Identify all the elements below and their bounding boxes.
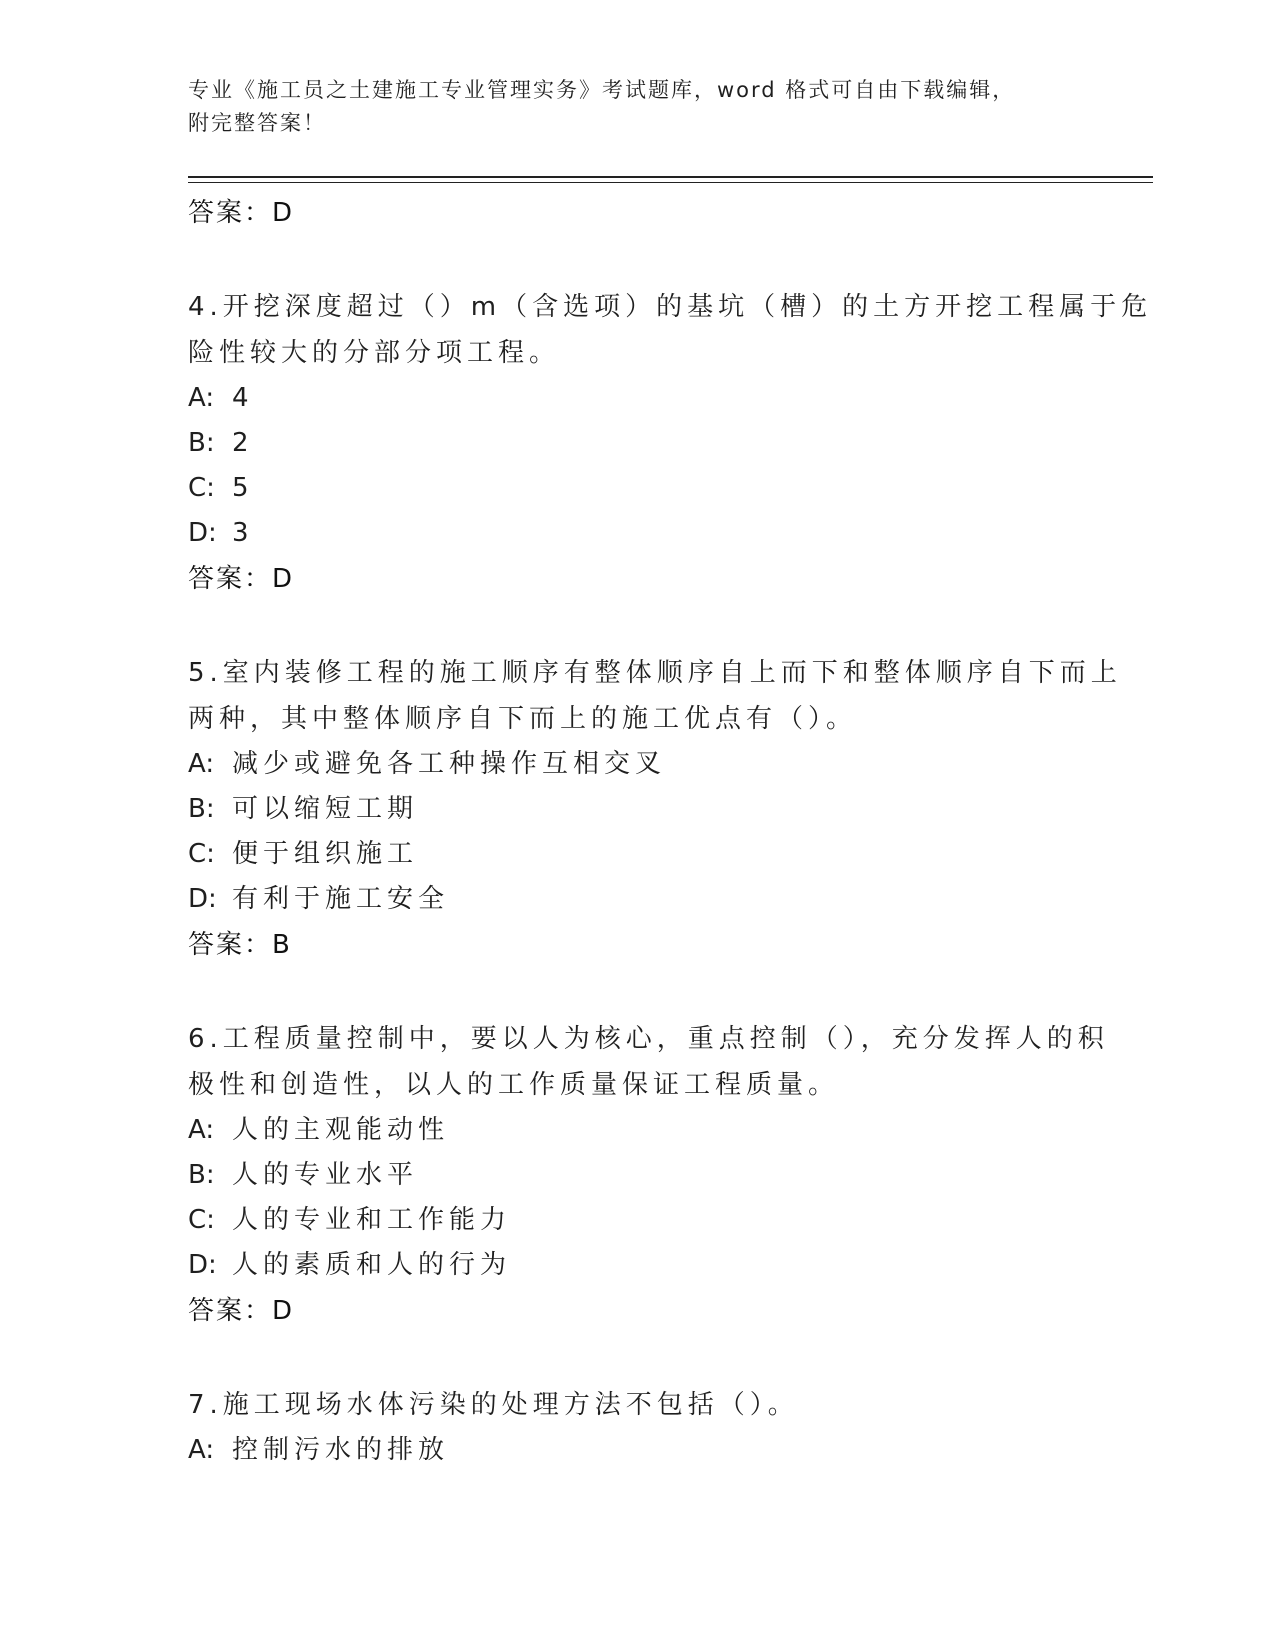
option-text: 4 [232, 383, 254, 413]
answer-line: 答案：B [188, 930, 292, 960]
option-text: 人的素质和人的行为 [232, 1250, 512, 1280]
option-text: 3 [232, 518, 254, 548]
option-a [188, 1428, 1108, 1473]
option-c [188, 1198, 1108, 1243]
question-item [188, 1016, 1108, 1334]
option-a [188, 742, 1108, 787]
question-text [188, 650, 1122, 742]
question-item [188, 284, 1153, 602]
header-line-2: 附完整答案！ [188, 111, 326, 135]
option-text: 可以缩短工期 [232, 794, 419, 824]
option-text: 5 [232, 473, 254, 503]
question-text-line: 险性较大的分部分项工程。 [188, 338, 561, 368]
option-text: 人的专业水平 [232, 1160, 419, 1190]
option-b [188, 421, 1108, 466]
option-letter: A: [188, 749, 215, 779]
option-letter: C: [188, 839, 215, 869]
option-d [188, 511, 1108, 556]
header-line-1: 专业《施工员之土建施工专业管理实务》考试题库，word 格式可自由下载编辑， [188, 78, 1016, 102]
option-letter: A: [188, 383, 215, 413]
option-letter: B: [188, 794, 215, 824]
option-letter: D: [188, 518, 217, 548]
answer-line: 答案：D [188, 564, 295, 594]
question-text-line: 6.工程质量控制中，要以人为核心，重点控制（），充分发挥人的积 [188, 1024, 1109, 1054]
header-divider-thick [188, 176, 1153, 178]
option-letter: D: [188, 1250, 217, 1280]
option-b [188, 787, 1108, 832]
question-text-line: 极性和创造性，以人的工作质量保证工程质量。 [188, 1070, 840, 1100]
option-text: 人的主观能动性 [232, 1115, 450, 1145]
option-b [188, 1153, 1108, 1198]
option-d [188, 1243, 1108, 1288]
option-a [188, 376, 1108, 421]
question-text [188, 1016, 1108, 1108]
option-d [188, 877, 1108, 922]
option-letter: D: [188, 884, 217, 914]
question-text [188, 1382, 1108, 1428]
option-letter: B: [188, 1160, 215, 1190]
option-text: 2 [232, 428, 254, 458]
question-item [188, 650, 1122, 968]
option-text: 控制污水的排放 [232, 1435, 450, 1465]
header-divider-thin [188, 182, 1153, 183]
answer-line: 答案：D [188, 1296, 295, 1326]
question-text-line: 4.开挖深度超过（）m（含选项）的基坑（槽）的土方开挖工程属于危 [188, 292, 1153, 322]
option-text: 有利于施工安全 [232, 884, 450, 914]
option-text: 减少或避免各工种操作互相交叉 [232, 749, 667, 779]
question-list [188, 190, 1153, 1473]
question-text-line: 5.室内装修工程的施工顺序有整体顺序自上而下和整体顺序自下而上 [188, 658, 1122, 688]
question-item [188, 1382, 1108, 1473]
option-text: 便于组织施工 [232, 839, 419, 869]
option-text: 人的专业和工作能力 [232, 1205, 512, 1235]
question-text [188, 284, 1153, 376]
option-letter: C: [188, 473, 215, 503]
previous-answer: 答案：D [188, 198, 295, 228]
option-c [188, 466, 1108, 511]
option-a [188, 1108, 1108, 1153]
document-header [188, 74, 1088, 140]
option-letter: A: [188, 1115, 215, 1145]
question-text-line: 7.施工现场水体污染的处理方法不包括（）。 [188, 1390, 799, 1420]
option-letter: C: [188, 1205, 215, 1235]
option-c [188, 832, 1108, 877]
option-letter: A: [188, 1435, 215, 1465]
option-letter: B: [188, 428, 215, 458]
question-text-line: 两种，其中整体顺序自下而上的施工优点有（）。 [188, 704, 858, 734]
